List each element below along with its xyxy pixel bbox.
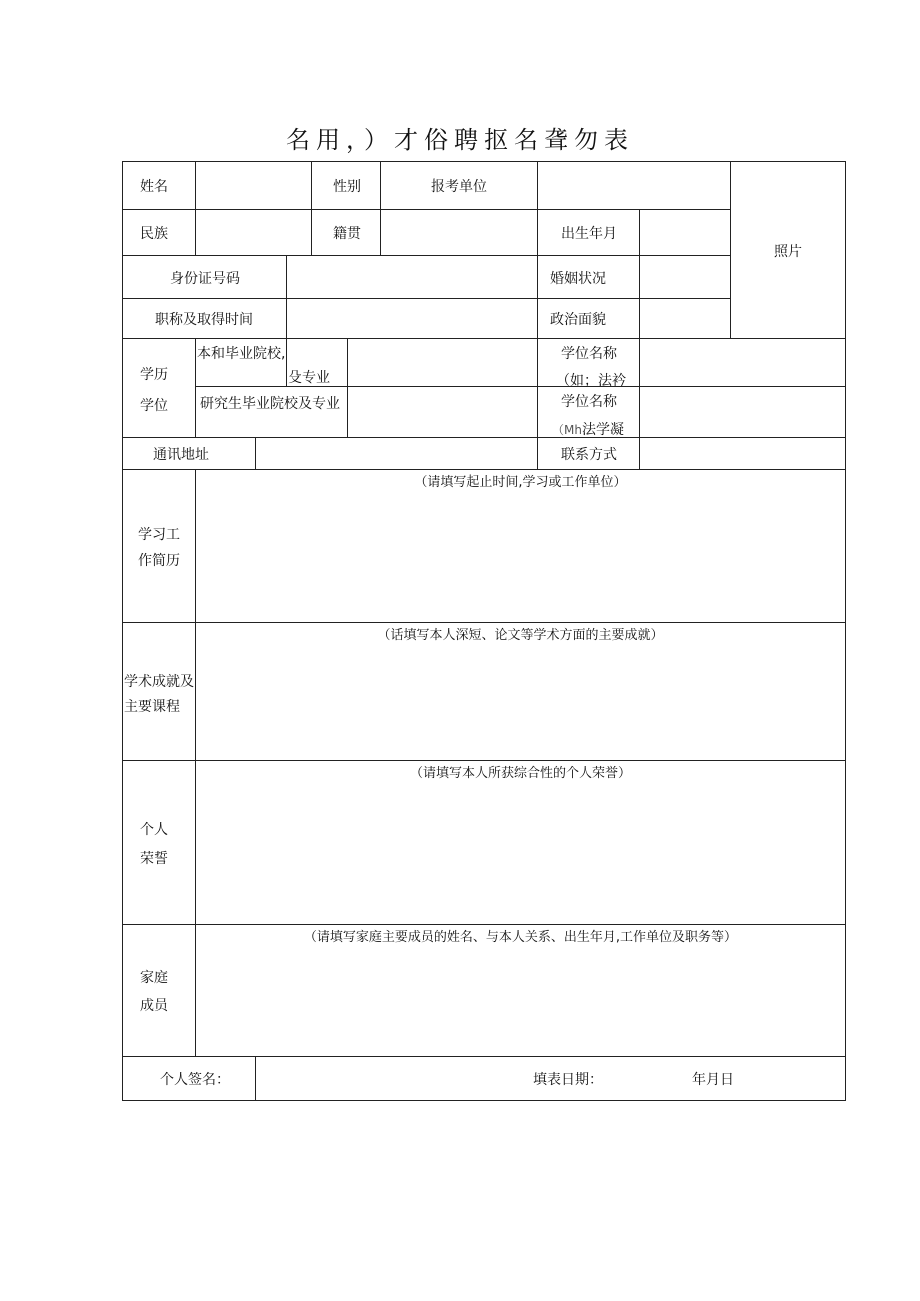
achievements-hint: （话填写本人深短、论文等学术方面的主要成就） — [377, 628, 664, 643]
degree-name-field-2[interactable] — [640, 387, 845, 437]
address-label: 通讯地址 — [153, 447, 209, 463]
history-hint: （请填写起止时间,学习或工作单位） — [414, 475, 627, 490]
contact-label: 联系方式 — [561, 447, 617, 463]
undergrad-school-field[interactable] — [348, 339, 537, 386]
contact-field[interactable] — [640, 438, 845, 469]
marital-status-field[interactable] — [640, 256, 730, 298]
undergrad-major-label: 殳专业 — [288, 370, 330, 386]
form-title: 名用，）才俗聘抠名聋勿表 — [286, 126, 634, 154]
history-field[interactable] — [196, 494, 845, 622]
family-label-line1: 家庭 — [140, 970, 168, 986]
professional-title-field[interactable] — [287, 299, 537, 338]
degree-hint-2-suffix: 法学凝 — [581, 422, 624, 438]
signature-label: 个人签名： — [160, 1072, 230, 1088]
family-hint: （请填写家庭主要成员的姓名、与本人关系、出生年月,工作单位及职务等） — [303, 930, 738, 945]
honors-label-line2: 荣誓 — [140, 851, 168, 867]
political-status-field[interactable] — [640, 299, 730, 338]
photo-label: 照片 — [774, 244, 802, 260]
degree-name-label-2: 学位名称 — [561, 394, 617, 410]
history-label-line2: 作简历 — [138, 553, 180, 569]
honors-label-line1: 个人 — [140, 822, 168, 838]
education-label: 学历 — [140, 367, 168, 383]
native-place-field[interactable] — [381, 210, 537, 255]
undergrad-school-label: 本和毕业院校, — [197, 346, 286, 362]
professional-title-label: 职称及取得时间 — [155, 312, 253, 328]
family-field[interactable] — [196, 949, 845, 1056]
gender-label: 性别 — [333, 179, 361, 195]
degree-name-label-1: 学位名称 — [561, 346, 617, 362]
fill-date-field[interactable] — [600, 1057, 690, 1100]
name-field[interactable] — [196, 162, 311, 209]
political-status-label: 政治面貌 — [550, 312, 606, 328]
ethnicity-label: 民族 — [140, 226, 168, 242]
achievements-label-line2: 主要课程 — [124, 699, 180, 715]
ethnicity-field[interactable] — [196, 210, 311, 255]
unit-label: 报考单位 — [431, 179, 487, 195]
history-label-line1: 学习工 — [138, 527, 180, 543]
degree-hint-2 — [552, 421, 624, 439]
signature-field[interactable] — [256, 1057, 516, 1100]
unit-field[interactable] — [538, 162, 730, 209]
birth-date-label: 出生年月 — [561, 226, 617, 242]
achievements-label-line1: 学术成就及 — [124, 674, 194, 690]
birth-date-field[interactable] — [640, 210, 730, 255]
fill-date-label: 填表日期： — [533, 1072, 603, 1088]
degree-label: 学位 — [140, 398, 168, 414]
honors-hint: （请填写本人所获综合性的个人荣誉） — [409, 766, 631, 781]
degree-hint-1: （如；法衿 — [556, 373, 626, 389]
date-units: 年月日 — [692, 1072, 734, 1088]
id-number-field[interactable] — [287, 256, 537, 298]
id-number-label: 身份证号码 — [170, 271, 240, 287]
family-label-line2: 成员 — [140, 998, 168, 1014]
name-label: 姓名 — [140, 179, 168, 195]
grad-school-label: 研究生毕业院校及专业 — [200, 396, 340, 412]
degree-hint-2-prefix: （Mh — [552, 423, 582, 437]
grad-school-field[interactable] — [348, 387, 537, 437]
native-place-label: 籍贯 — [333, 226, 361, 242]
achievements-field[interactable] — [196, 647, 845, 760]
address-field[interactable] — [256, 438, 537, 469]
marital-status-label: 婚姻状况 — [550, 271, 606, 287]
honors-field[interactable] — [196, 785, 845, 924]
degree-name-field-1[interactable] — [640, 339, 845, 386]
